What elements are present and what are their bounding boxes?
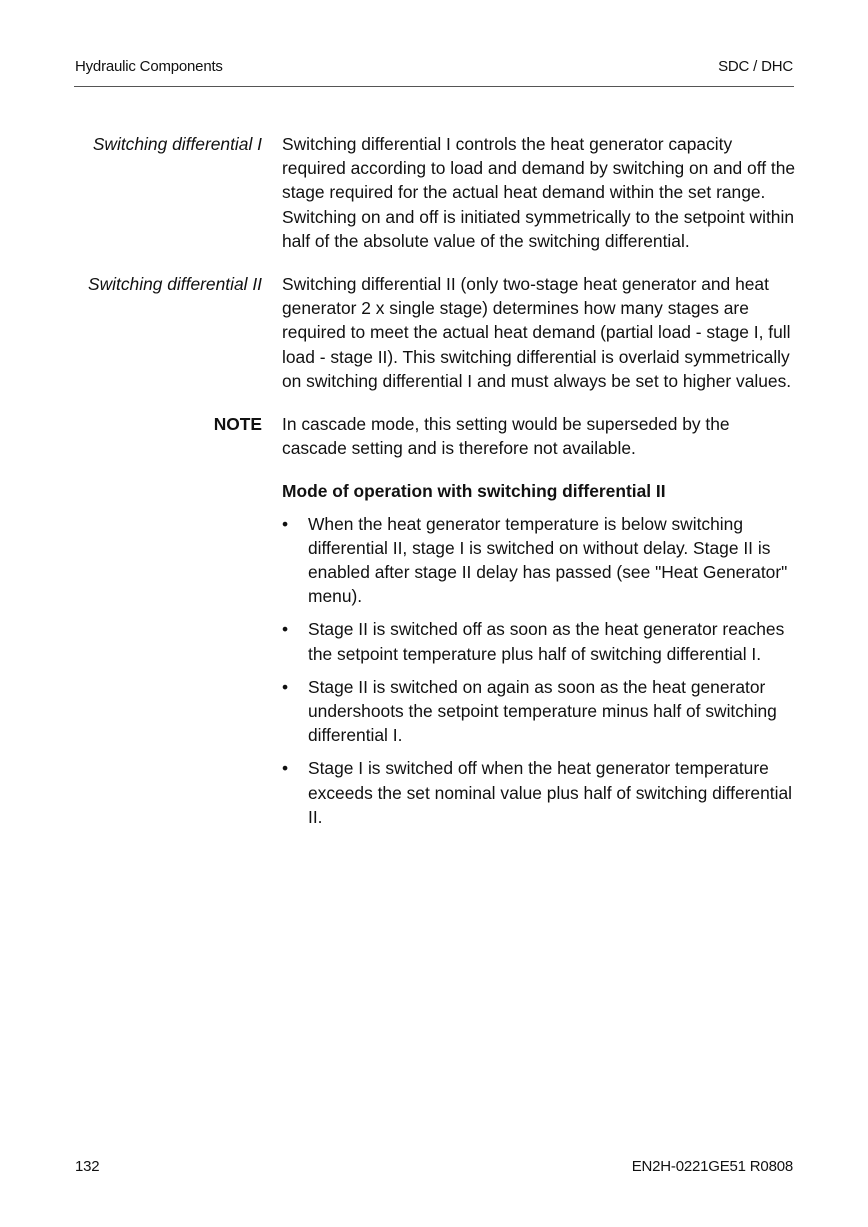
section-text: Switching differential I controls the heat generator capacity required according to load and demand by switching on and off the stage required for the actual heat demand within the set range. Switching on and off is initiated symmetrically to the setpoint within half of the absolute value of the switching differential.	[282, 134, 796, 251]
page-content	[74, 132, 796, 838]
section-text: Switching differential II (only two-stage heat generator and heat generator 2 x single stage) determines how many stages are required to meet the actual heat demand (partial load - stage I, full load - stage II). This switching differential is overlaid symmetrically on switching differential I and must always be set to higher values.	[282, 274, 792, 391]
list-item-text: Stage II is switched off as soon as the heat generator reaches the setpoint temperature plus half of switching differential I.	[308, 619, 785, 664]
bullet-icon: •	[282, 676, 289, 697]
mode-heading: Mode of operation with switching differential II	[282, 481, 666, 502]
bullet-icon: •	[282, 619, 289, 640]
note-text: In cascade mode, this setting would be superseded by the cascade setting and is therefore not available.	[282, 414, 730, 459]
list-item	[282, 756, 796, 829]
section-switching-differential-1	[74, 132, 796, 253]
page-number: 132	[75, 1158, 100, 1175]
header-product-name: SDC / DHC	[718, 58, 793, 75]
list-item-text: Stage II is switched on again as soon as the heat generator undershoots the setpoint temperature minus half of switching differential I.	[308, 676, 777, 746]
note-label: NOTE	[213, 414, 262, 435]
bullet-icon: •	[282, 758, 289, 779]
header-section-title: Hydraulic Components	[75, 58, 223, 75]
list-item-text: Stage I is switched off when the heat generator temperature exceeds the set nominal value plus half of switching differential II.	[308, 758, 792, 827]
note-section	[74, 412, 796, 460]
page-header	[74, 56, 794, 87]
section-switching-differential-2	[74, 272, 796, 393]
list-item-text: When the heat generator temperature is below switching differential II, stage I is switched on without delay. Stage II is enabled after stage II delay has passed (see "Heat Generator" menu).	[308, 513, 788, 607]
section-label: Switching differential II	[88, 274, 262, 295]
mode-bullet-list	[282, 512, 796, 829]
list-item	[282, 617, 796, 665]
document-code: EN2H-0221GE51 R0808	[631, 1158, 793, 1175]
section-label: Switching differential I	[92, 134, 262, 154]
bullet-icon: •	[282, 513, 289, 534]
list-item	[282, 512, 796, 609]
list-item	[282, 675, 796, 748]
